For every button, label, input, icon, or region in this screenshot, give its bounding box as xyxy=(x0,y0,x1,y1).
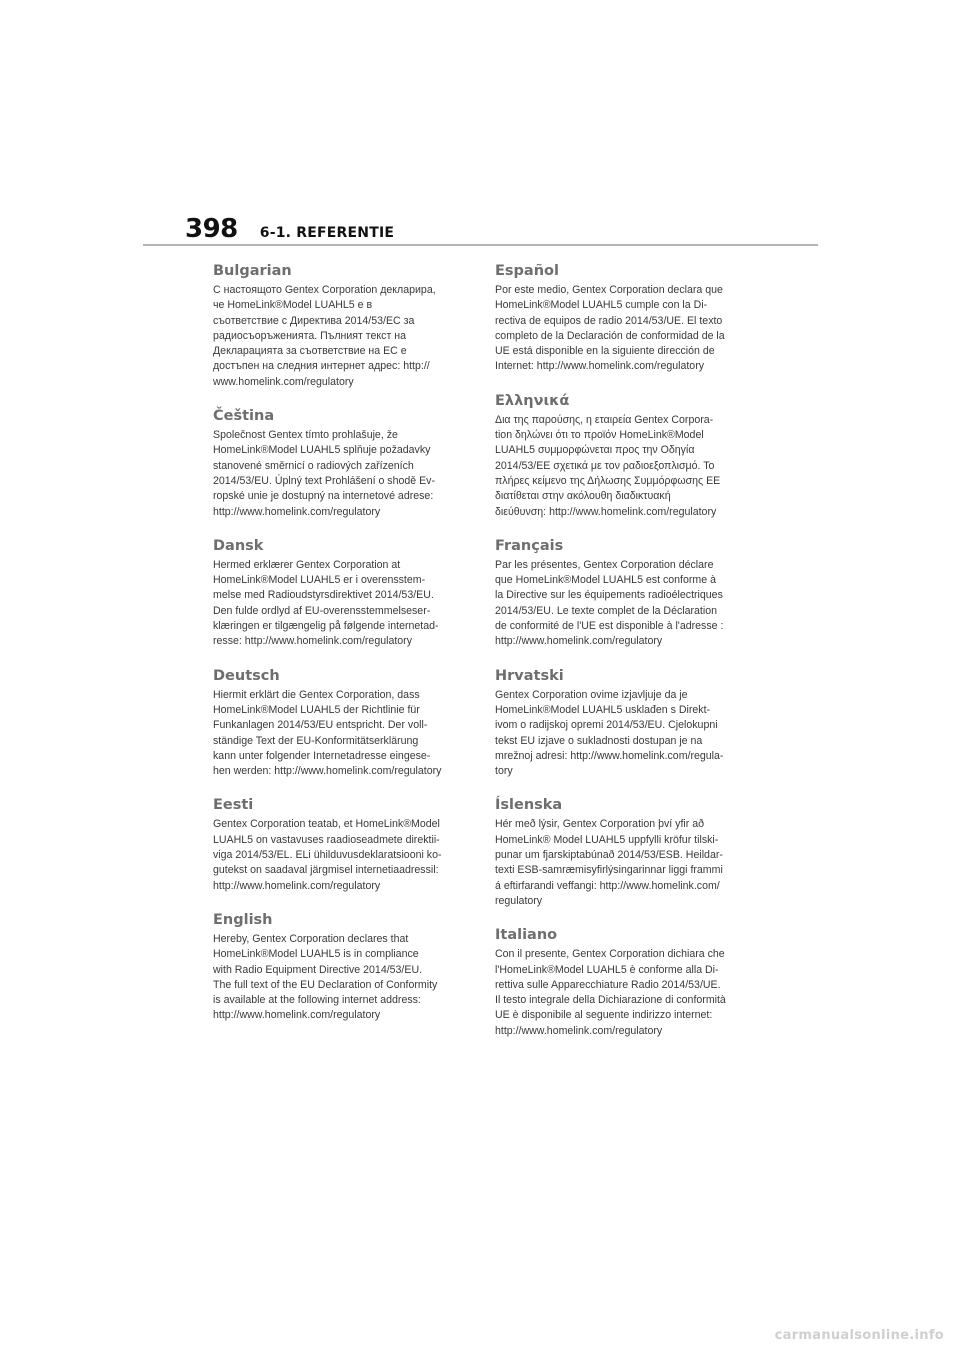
declaration-text-line: mrežnoj adresi: http://www.homelink.com/regula- xyxy=(495,749,724,762)
declaration-text-line: tekst EU izjave o sukladnosti dostupan je na xyxy=(495,734,703,747)
language-heading: English xyxy=(213,911,273,928)
language-heading: Eesti xyxy=(213,797,254,814)
declaration-text-line: rectiva de equipos de radio 2014/53/UE. El texto xyxy=(495,314,723,327)
declaration-text-line: á eftirfarandi veffangi: http://www.homelink.com/ xyxy=(495,879,720,892)
declaration-text-line: http://www.homelink.com/regulatory xyxy=(213,1009,381,1022)
declaration-text-line: regulatory xyxy=(495,894,543,907)
declaration-text-line: С настоящото Gentex Corporation декларира, xyxy=(213,284,436,296)
declaration-text-line: is available at the following internet address: xyxy=(213,994,421,1007)
language-heading: Español xyxy=(495,263,559,279)
declaration-text-line: gutekst on saadaval järgmisel internetiaadressil: xyxy=(213,864,439,877)
declaration-text-line: Декларацията за съответствие на ЕС е xyxy=(213,345,407,358)
declaration-text-line: completo de la Declaración de conformidad de la xyxy=(495,329,725,342)
declaration-text-line: Hereby, Gentex Corporation declares that xyxy=(213,932,409,945)
page-number: 398 xyxy=(185,214,238,244)
declaration-text-line: tory xyxy=(495,765,513,778)
declaration-text-line: Hér með lýsir, Gentex Corporation því yfir að xyxy=(495,818,705,831)
declaration-text-line: LUAHL5 on vastavuses raadioseadmete direktii- xyxy=(213,833,440,846)
declaration-text-line: texti ESB-samræmisyfirlýsingarinnar liggi frammi xyxy=(495,864,723,877)
declaration-text-line: διεύθυνση: http://www.homelink.com/regulatory xyxy=(495,505,717,518)
declaration-text-line: съответствие с Директива 2014/53/ЕС за xyxy=(213,314,415,327)
declaration-text-line: Gentex Corporation teatab, et HomeLink®Model xyxy=(213,818,440,831)
declaration-text-line: Il testo integrale della Dichiarazione di conformità xyxy=(495,994,726,1007)
declaration-text-line: 2014/53/EU. Úplný text Prohlášení o shodě Ev- xyxy=(213,474,436,487)
declaration-text-line: Gentex Corporation ovime izjavljuje da je xyxy=(495,688,688,701)
declaration-text-line: HomeLink®Model LUAHL5 er i overensstem- xyxy=(213,574,426,587)
declaration-text-line: melse med Radioudstyrsdirektivet 2014/53/EU. xyxy=(213,589,434,602)
language-heading: Íslenska xyxy=(495,797,563,814)
language-entry xyxy=(495,537,751,650)
entry-spacer xyxy=(495,650,751,667)
declaration-text-line: UE está disponible en la siguiente dirección de xyxy=(495,345,715,358)
section-title: 6-1. REFERENTIE xyxy=(259,225,395,241)
declaration-text-line: rettiva sulle Apparecchiature Radio 2014/53/UE. xyxy=(495,978,721,991)
declaration-text-line: достъпен на следния интернет адрес: http:// xyxy=(213,360,430,373)
declaration-text-line: klæringen er tilgængelig på følgende internetad- xyxy=(213,620,439,633)
language-entry xyxy=(213,262,469,390)
declaration-text-line: Por este medio, Gentex Corporation declara que xyxy=(495,284,723,296)
declaration-text-line: HomeLink®Model LUAHL5 splňuje požadavky xyxy=(213,444,431,457)
language-entry xyxy=(213,407,469,520)
declaration-text-line: HomeLink®Model LUAHL5 usklađen s Direkt- xyxy=(495,703,711,716)
language-heading: Hrvatski xyxy=(495,667,564,684)
declaration-text-line: че HomeLink®Model LUAHL5 е в xyxy=(213,299,373,312)
declaration-text-line: tion δηλώνει ότι το προϊόν HomeLink®Model xyxy=(495,429,704,442)
declaration-text-line: Den fulde ordlyd af EU-overensstemmelseser- xyxy=(213,604,431,617)
right-column xyxy=(495,262,751,1039)
declaration-text-line: LUAHL5 συμμορφώνεται προς την Οδηγία xyxy=(495,444,695,457)
declaration-text-line: 2014/53/EU. Le texte complet de la Déclaration xyxy=(495,604,718,617)
entry-spacer xyxy=(213,650,469,667)
left-column xyxy=(213,262,469,1024)
declaration-text-line: Con il presente, Gentex Corporation dichiara che xyxy=(495,948,725,961)
declaration-text-line: ropské unie je dostupný na internetové adrese: xyxy=(213,490,434,503)
page-header xyxy=(185,214,394,244)
declaration-text-line: viga 2014/53/EL. ELi ühilduvusdeklaratsiooni ko- xyxy=(213,849,442,862)
declaration-text-line: l'HomeLink®Model LUAHL5 è conforme alla Di- xyxy=(495,963,719,976)
language-heading: Italiano xyxy=(495,927,558,944)
declaration-text-line: la Directive sur les équipements radioélectriques xyxy=(495,589,723,602)
declaration-text-line: πλήρες κείμενο της Δήλωσης Συμμόρφωσης ΕΕ xyxy=(495,474,721,487)
language-entry xyxy=(495,796,751,909)
entry-spacer xyxy=(213,390,469,407)
language-heading: Deutsch xyxy=(213,667,280,684)
language-heading: Dansk xyxy=(213,537,264,554)
declaration-text-line: радиосъоръженията. Пълният текст на xyxy=(213,329,407,342)
declaration-text-line: The full text of the EU Declaration of Conformity xyxy=(213,978,438,991)
declaration-text-line: Par les présentes, Gentex Corporation déclare xyxy=(495,558,714,571)
declaration-text-line: Funkanlagen 2014/53/EU entspricht. Der voll- xyxy=(213,719,428,732)
declaration-text-line: de conformité de l'UE est disponible à l'adresse : xyxy=(495,620,724,633)
declaration-text-line: stanovené směrnicí o radiových zařízeních xyxy=(213,459,414,472)
declaration-text-line: http://www.homelink.com/regulatory xyxy=(213,505,381,518)
entry-spacer xyxy=(213,520,469,537)
declaration-text-line: Společnost Gentex tímto prohlašuje, že xyxy=(213,429,398,442)
language-heading: Français xyxy=(495,537,564,554)
declaration-text-line: http://www.homelink.com/regulatory xyxy=(495,1024,663,1037)
declaration-text-line: que HomeLink®Model LUAHL5 est conforme à xyxy=(495,574,716,587)
language-entry xyxy=(495,926,751,1039)
declaration-text-line: with Radio Equipment Directive 2014/53/EU. xyxy=(213,963,423,976)
language-entry xyxy=(495,667,751,780)
watermark: carmanualsonline.info xyxy=(774,1328,944,1343)
declaration-text-line: www.homelink.com/regulatory xyxy=(213,375,354,388)
language-entry xyxy=(495,392,751,520)
declaration-text-line: hen werden: http://www.homelink.com/regulatory xyxy=(213,765,442,778)
entry-spacer xyxy=(213,779,469,796)
header-divider xyxy=(143,244,818,246)
declaration-text-line: ständige Text der EU-Konformitätserklärung xyxy=(213,734,419,747)
declaration-text-line: Internet: http://www.homelink.com/regulatory xyxy=(495,360,705,373)
declaration-text-line: UE è disponibile al seguente indirizzo internet: xyxy=(495,1009,713,1022)
declaration-text-line: resse: http://www.homelink.com/regulatory xyxy=(213,635,413,648)
entry-spacer xyxy=(495,520,751,537)
declaration-text-line: HomeLink®Model LUAHL5 is in compliance xyxy=(213,948,419,961)
language-heading: Čeština xyxy=(213,408,275,425)
declaration-text-line: Hiermit erklärt die Gentex Corporation, dass xyxy=(213,688,420,701)
language-entry xyxy=(213,796,469,893)
declaration-text-line: HomeLink®Model LUAHL5 cumple con la Di- xyxy=(495,299,708,312)
declaration-text-line: διατίθεται στην ακόλουθη διαδικτυακή xyxy=(495,490,671,503)
entry-spacer xyxy=(495,375,751,392)
entry-spacer xyxy=(213,894,469,911)
entry-spacer xyxy=(495,779,751,796)
declaration-text-line: http://www.homelink.com/regulatory xyxy=(213,879,381,892)
declaration-text-line: HomeLink® Model LUAHL5 uppfylli kröfur tilski- xyxy=(495,833,719,846)
declaration-text-line: punar um fjarskiptabúnað 2014/53/ESB. Heildar- xyxy=(495,849,723,862)
declaration-text-line: ivom o radijskoj opremi 2014/53/EU. Cjelokupni xyxy=(495,719,718,732)
language-entry xyxy=(495,262,751,375)
declaration-text-line: kann unter folgender Internetadresse eingese- xyxy=(213,749,431,762)
language-entry xyxy=(213,911,469,1024)
declaration-text-line: http://www.homelink.com/regulatory xyxy=(495,635,663,648)
entry-spacer xyxy=(495,909,751,926)
declaration-text-line: HomeLink®Model LUAHL5 der Richtlinie für xyxy=(213,703,420,716)
language-heading: Ελληνικά xyxy=(495,392,570,409)
language-entry xyxy=(213,537,469,650)
declaration-text-line: Hermed erklærer Gentex Corporation at xyxy=(213,558,401,571)
declaration-text-line: Δια της παρούσης, η εταιρεία Gentex Corpora- xyxy=(495,413,714,426)
declaration-text-line: 2014/53/ΕΕ σχετικά με τον ραδιοεξοπλισμό. Το xyxy=(495,459,715,472)
language-entry xyxy=(213,667,469,780)
language-heading: Bulgarian xyxy=(213,263,292,279)
